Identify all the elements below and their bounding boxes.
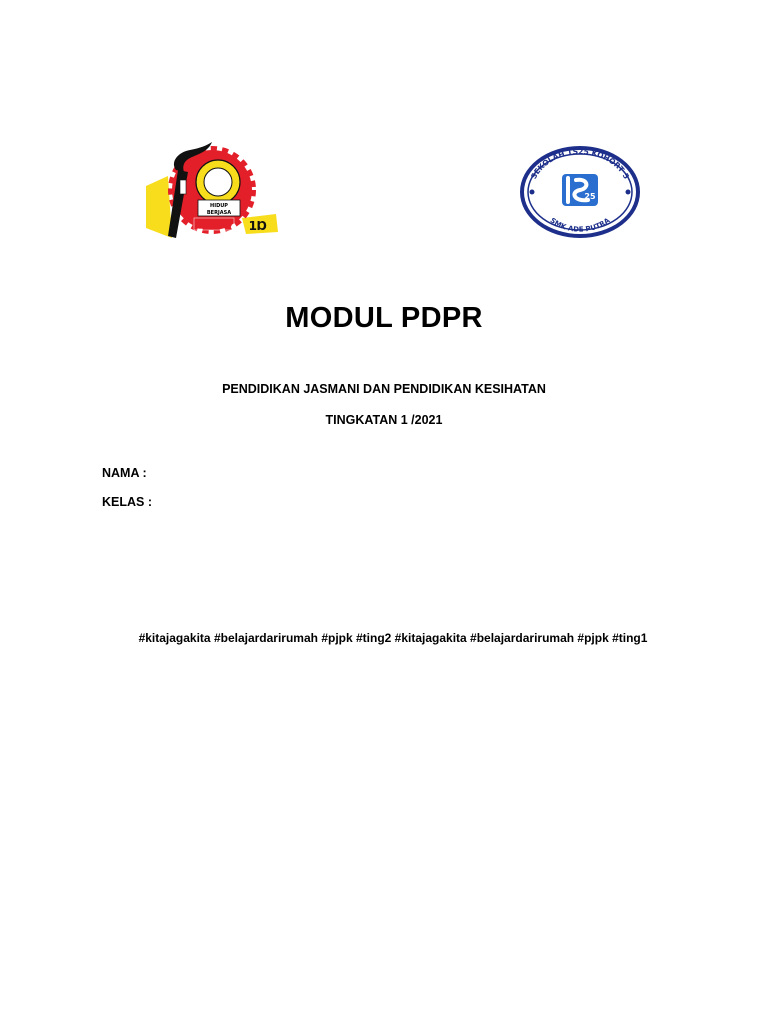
crest-motto-line2: BERJASA [206,210,232,216]
school-crest-logo [146,140,278,240]
name-field-label: NAMA : [102,466,147,480]
badge-ring-top-text: SEKOLAH TS25 KOHORT 5 [529,146,631,181]
hashtags-line: #kitajagakita #belajardarirumah #pjpk #ting2 #kitajagakita #belajardarirumah #pjpk #ting1 [138,631,648,645]
badge-center-number: 25 [584,192,596,201]
crest-number: 1Ɒ [248,219,268,233]
document-title: MODUL PDPR [285,302,483,334]
level-heading: TINGKATAN 1 /2021 [325,413,443,427]
ts25-badge-logo [518,144,642,240]
crest-inner-circle [204,168,232,196]
badge-ring-bottom-text: SMK ADE PUTRA [548,216,612,234]
crest-motto-line1: HIDUP [210,203,228,209]
crest-yellow-band [146,176,172,238]
class-field-label: KELAS : [102,495,152,509]
subject-heading: PENDIDIKAN JASMANI DAN PENDIDIKAN KESIHATAN [222,382,546,396]
